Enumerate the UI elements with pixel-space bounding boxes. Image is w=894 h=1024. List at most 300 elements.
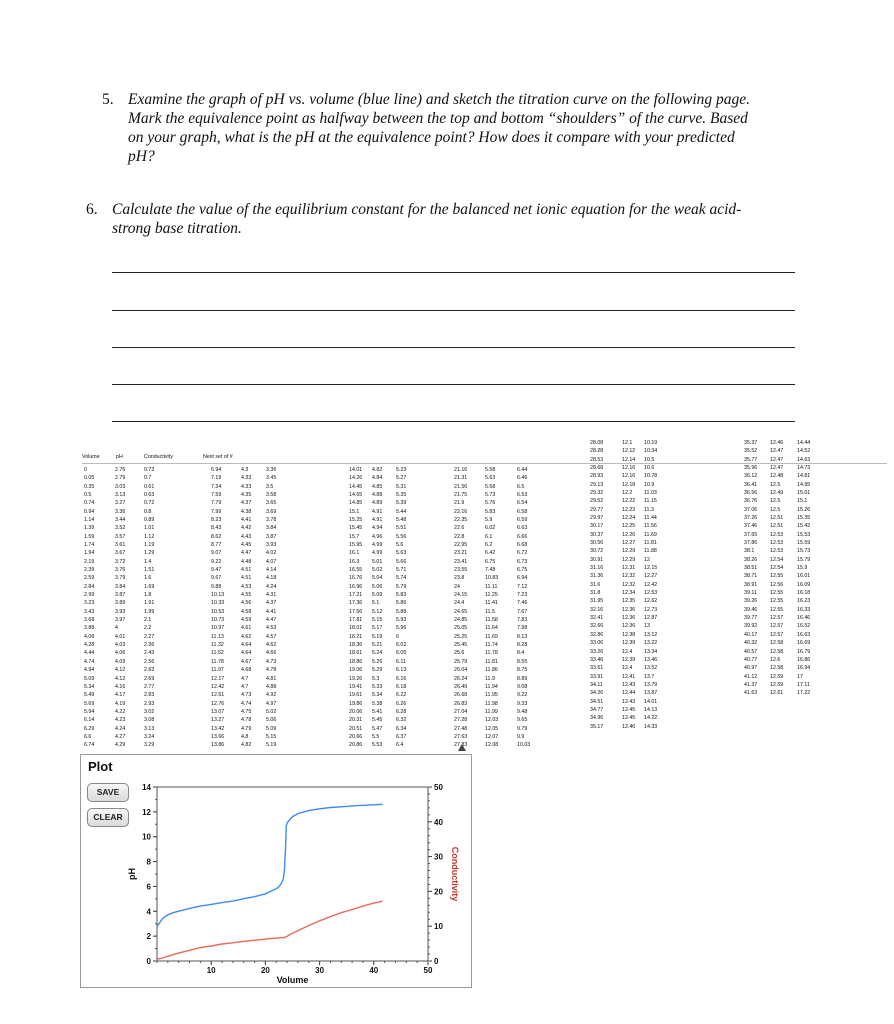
table-cell: 4.01 — [115, 633, 126, 640]
table-cell: 12.53 — [770, 531, 784, 538]
table-cell: 13.87 — [644, 690, 658, 697]
table-cell: 23.41 — [454, 558, 468, 565]
table-cell: 5.34 — [84, 683, 95, 690]
table-cell: 34.77 — [590, 706, 604, 713]
table-cell: 4.91 — [372, 508, 383, 515]
table-cell: 35.77 — [744, 456, 758, 463]
table-cell: 23.55 — [454, 567, 468, 574]
table-cell: 17.36 — [349, 600, 363, 607]
table-cell: 4.53 — [241, 583, 252, 590]
table-cell: 15.1 — [349, 508, 360, 515]
table-cell: 1.6 — [144, 575, 152, 582]
table-cell: 13.22 — [644, 640, 658, 647]
table-cell: 5.27 — [396, 475, 407, 482]
table-cell: 3.68 — [84, 617, 95, 624]
table-cell: 12.6 — [770, 656, 781, 663]
table-cell: 12.51 — [770, 515, 784, 522]
titration-chart — [81, 755, 471, 987]
table-cell: 11.69 — [485, 633, 498, 640]
table-cell: 4.33 — [241, 475, 252, 482]
table-cell: 4.88 — [266, 683, 277, 690]
table-cell: 3.52 — [115, 525, 126, 532]
table-cell: 4.16 — [115, 683, 126, 690]
table-cell: 6.74 — [84, 742, 95, 749]
table-cell: 7.19 — [211, 475, 222, 482]
y-tick-label-left: 8 — [146, 857, 151, 867]
table-cell: 39.77 — [744, 615, 758, 622]
table-cell: 6.73 — [517, 558, 528, 565]
table-cell: 0 — [84, 467, 87, 473]
table-cell: 5.86 — [396, 600, 407, 607]
table-cell: 31.6 — [590, 581, 601, 588]
table-cell: 15.59 — [797, 540, 811, 547]
table-cell: 6.5 — [517, 483, 525, 490]
header-volume: Volume — [82, 454, 100, 460]
table-cell: 7.67 — [517, 608, 528, 615]
table-cell: 6.18 — [396, 683, 407, 690]
table-cell: 13.42 — [211, 725, 225, 732]
table-cell: 6 — [396, 633, 399, 640]
table-cell: 40.17 — [744, 631, 758, 638]
table-cell: 11.86 — [485, 667, 498, 674]
table-cell: 12.53 — [644, 590, 658, 597]
table-cell: 4.66 — [266, 650, 277, 657]
table-cell: 6.94 — [211, 467, 222, 473]
table-cell: 35.17 — [590, 723, 604, 730]
table-cell: 15.95 — [349, 542, 363, 549]
table-cell: 5.02 — [372, 567, 383, 574]
table-cell: 3.65 — [266, 500, 277, 507]
table-cell: 36.12 — [744, 473, 758, 480]
table-cell: 6.66 — [517, 533, 528, 540]
table-cell: 14.52 — [797, 448, 811, 455]
table-cell: 4.35 — [241, 492, 252, 499]
table-cell: 6.42 — [485, 550, 496, 557]
table-cell: 4.24 — [115, 725, 126, 732]
table-cell: 4.94 — [84, 667, 95, 674]
table-cell: 12.49 — [770, 490, 784, 497]
table-cell: 32.86 — [590, 631, 604, 638]
table-cell: 2.59 — [84, 575, 95, 582]
table-cell: 5.06 — [266, 717, 277, 724]
table-cell: 12.24 — [622, 515, 636, 522]
y-tick-label-left: 4 — [146, 907, 151, 917]
table-cell: 2.19 — [84, 558, 95, 565]
table-cell: 12.39 — [622, 640, 636, 647]
table-cell: 21.56 — [454, 483, 468, 490]
table-cell: 38.1 — [744, 548, 755, 555]
table-cell: 30.17 — [590, 523, 604, 530]
table-cell: 14.95 — [797, 481, 811, 488]
table-cell: 12.15 — [644, 565, 658, 572]
y-tick-label-left: 12 — [142, 807, 151, 817]
table-cell: 37.86 — [744, 540, 758, 547]
table-cell: 10.34 — [644, 448, 658, 455]
table-cell: 30.37 — [590, 531, 604, 538]
table-cell: 6.26 — [396, 700, 407, 707]
table-cell: 4.64 — [241, 642, 252, 649]
table-cell: 16.18 — [797, 590, 811, 597]
table-cell: 5.69 — [84, 700, 95, 707]
table-cell: 31.36 — [590, 573, 604, 580]
table-cell: 16.3 — [349, 558, 360, 565]
table-cell: 5.76 — [485, 500, 496, 507]
table-cell: 3.87 — [266, 533, 277, 540]
table-cell: 38.91 — [744, 581, 758, 588]
table-cell: 1.14 — [84, 517, 95, 524]
y-tick-label-right: 10 — [434, 922, 443, 932]
table-cell: 12.5 — [770, 498, 781, 505]
table-cell: 3.13 — [115, 492, 126, 499]
table-cell: 3.88 — [84, 625, 95, 632]
table-cell: 13.52 — [644, 665, 658, 672]
table-cell: 4.09 — [115, 658, 126, 665]
table-cell: 9.22 — [517, 692, 528, 699]
table-cell: 3.29 — [144, 742, 155, 749]
table-cell: 28.53 — [590, 456, 604, 463]
table-cell: 26.83 — [454, 700, 468, 707]
table-cell: 20.66 — [349, 733, 363, 740]
table-cell: 1.59 — [84, 533, 95, 540]
table-cell: 15.7 — [349, 533, 360, 540]
table-cell: 11.44 — [644, 515, 657, 522]
table-cell: 4.94 — [372, 525, 383, 532]
table-cell: 3.23 — [84, 600, 95, 607]
table-cell: 14.33 — [644, 723, 658, 730]
table-cell: 32.41 — [590, 615, 604, 622]
table-cell: 34.26 — [590, 690, 604, 697]
table-cell: 4.74 — [241, 700, 252, 707]
table-cell: 2.1 — [144, 617, 152, 624]
table-cell: 4.22 — [115, 708, 126, 715]
table-cell: 5.47 — [372, 725, 383, 732]
table-cell: 9.79 — [517, 725, 528, 732]
table-cell: 4.06 — [115, 650, 126, 657]
table-cell: 11.52 — [211, 650, 224, 657]
x-tick-label: 30 — [315, 966, 325, 975]
table-cell: 32.16 — [590, 606, 604, 613]
table-cell: 15.42 — [797, 523, 811, 530]
table-cell: 6.34 — [396, 725, 407, 732]
table-cell: 12.5 — [770, 506, 781, 513]
table-cell: 16.86 — [797, 656, 811, 663]
table-cell: 4.56 — [241, 600, 252, 607]
table-cell: 4.62 — [241, 633, 252, 640]
table-cell: 12.61 — [770, 690, 784, 697]
table-cell: 4.78 — [266, 667, 277, 674]
table-cell: 6.32 — [396, 717, 407, 724]
table-cell: 5.26 — [372, 658, 383, 665]
y-tick-label-right: 40 — [434, 817, 443, 827]
table-cell: 5.15 — [266, 733, 277, 740]
table-cell: 12 — [644, 556, 650, 563]
table-cell: 3.69 — [266, 508, 277, 515]
table-cell: 11.13 — [211, 633, 224, 640]
table-cell: 16.69 — [797, 640, 811, 647]
table-cell: 12.27 — [622, 540, 636, 547]
table-cell: 4.85 — [372, 483, 383, 490]
table-cell: 22.95 — [454, 542, 468, 549]
table-cell: 20.86 — [349, 742, 363, 749]
table-cell: 3.45 — [266, 475, 277, 482]
table-cell: 37.26 — [744, 515, 758, 522]
table-cell: 12.43 — [622, 698, 636, 705]
table-cell: 4.88 — [372, 492, 383, 499]
table-cell: 5.56 — [396, 533, 407, 540]
table-cell: 12.27 — [644, 573, 658, 580]
table-cell: 5.83 — [396, 592, 407, 599]
table-cell: 12.87 — [644, 615, 658, 622]
table-cell: 11.95 — [485, 692, 498, 699]
table-cell: 24 — [454, 583, 460, 590]
table-cell: 17.22 — [797, 690, 811, 697]
table-cell: 15.73 — [797, 548, 811, 555]
table-cell: 4.82 — [372, 467, 383, 473]
table-cell: 12.32 — [622, 573, 636, 580]
table-cell: 11.74 — [485, 642, 498, 649]
table-cell: 12.51 — [770, 523, 784, 530]
table-cell: 1.29 — [144, 550, 155, 557]
table-cell: 6.14 — [84, 717, 95, 724]
table-cell: 30.72 — [590, 548, 604, 555]
x-tick-label: 20 — [260, 966, 270, 975]
table-cell: 36.56 — [744, 490, 758, 497]
table-cell: 4.51 — [241, 567, 252, 574]
table-cell: 4.19 — [115, 700, 126, 707]
table-cell: 12.48 — [770, 473, 784, 480]
table-cell: 17.81 — [349, 617, 363, 624]
table-cell: 12.29 — [622, 556, 636, 563]
table-cell: 13.79 — [644, 681, 658, 688]
table-cell: 1.69 — [144, 583, 155, 590]
table-cell: 3.84 — [115, 583, 126, 590]
table-cell: 28.93 — [590, 473, 604, 480]
plot-area — [157, 787, 428, 961]
table-cell: 4.02 — [266, 550, 277, 557]
table-cell: 25.79 — [454, 658, 468, 665]
table-cell: 3.5 — [266, 483, 274, 490]
table-cell: 12.41 — [622, 673, 636, 680]
table-cell: 4.17 — [115, 692, 126, 699]
table-cell: 5.66 — [396, 558, 407, 565]
table-cell: 11.9 — [485, 675, 495, 682]
table-cell: 5.19 — [266, 742, 277, 749]
table-cell: 5.51 — [396, 525, 407, 532]
table-cell: 12.55 — [770, 606, 784, 613]
table-cell: 3.08 — [144, 717, 155, 724]
table-cell: 4.28 — [84, 642, 95, 649]
table-cell: 28.08 — [590, 440, 604, 446]
table-cell: 4.51 — [241, 575, 252, 582]
table-cell: 7.83 — [517, 617, 528, 624]
table-cell: 6.53 — [517, 492, 528, 499]
question-5-line-4: pH? — [128, 148, 155, 165]
table-cell: 12.5 — [770, 481, 781, 488]
table-cell: 5.24 — [372, 650, 383, 657]
table-cell: 20.51 — [349, 725, 363, 732]
table-cell: 40.32 — [744, 640, 758, 647]
table-cell: 12.14 — [622, 456, 636, 463]
table-cell: 12.38 — [622, 631, 636, 638]
table-cell: 13.07 — [211, 708, 225, 715]
table-cell: 17.21 — [349, 592, 363, 599]
table-cell: 9.07 — [211, 550, 222, 557]
table-cell: 16.46 — [797, 615, 811, 622]
table-cell: 37.06 — [744, 506, 758, 513]
table-cell: 27.83 — [454, 742, 468, 749]
table-cell: 0.63 — [144, 492, 155, 499]
table-cell: 12.07 — [485, 733, 499, 740]
table-cell: 12.57 — [770, 631, 784, 638]
table-cell: 12.29 — [622, 548, 636, 555]
table-cell: 5.41 — [372, 708, 383, 715]
table-cell: 3.24 — [144, 733, 155, 740]
table-cell: 24.85 — [454, 617, 468, 624]
table-cell: 1.8 — [144, 592, 152, 599]
clear-button[interactable]: CLEAR — [87, 808, 129, 827]
table-cell: 9.88 — [211, 583, 222, 590]
table-cell: 39.46 — [744, 606, 758, 613]
table-cell: 14.45 — [349, 483, 363, 490]
table-cell: 5.94 — [84, 708, 95, 715]
table-cell: 41.12 — [744, 673, 758, 680]
table-cell: 4.14 — [266, 567, 277, 574]
table-cell: 1.74 — [84, 542, 95, 549]
y-axis-label-left: pH — [127, 868, 137, 880]
table-cell: 3.36 — [266, 467, 277, 473]
table-cell: 12.17 — [211, 675, 225, 682]
table-cell: 8.43 — [211, 525, 222, 532]
table-cell: 3.36 — [115, 508, 126, 515]
table-cell: 12.47 — [770, 465, 784, 472]
table-cell: 22.8 — [454, 533, 465, 540]
table-cell: 12.53 — [770, 548, 784, 555]
table-cell: 12.55 — [770, 573, 784, 580]
table-cell: 13.86 — [211, 742, 225, 749]
table-cell: 39.92 — [744, 623, 758, 630]
table-cell: 38.26 — [744, 556, 758, 563]
table-cell: 0.73 — [144, 467, 155, 473]
table-cell: 12.36 — [622, 615, 636, 622]
table-cell: 9.08 — [517, 683, 528, 690]
table-cell: 4.78 — [241, 717, 252, 724]
table-cell: 12.53 — [770, 540, 784, 547]
question-6-number: 6. — [86, 201, 98, 218]
table-cell: 4.38 — [241, 508, 252, 515]
table-cell: 11.78 — [485, 650, 498, 657]
table-cell: 11.69 — [644, 531, 657, 538]
save-button[interactable]: SAVE — [87, 783, 129, 802]
table-cell: 4.53 — [266, 625, 277, 632]
table-cell: 5.29 — [372, 667, 383, 674]
table-cell: 3.57 — [115, 533, 126, 540]
table-cell: 7.34 — [211, 483, 222, 490]
table-cell: 38.71 — [744, 573, 758, 580]
table-cell: 3.87 — [115, 592, 126, 599]
x-axis-label: Volume — [276, 975, 309, 985]
table-cell: 8.62 — [211, 533, 222, 540]
table-cell: 28.28 — [590, 448, 604, 455]
table-cell: 3.76 — [115, 567, 126, 574]
table-cell: 4.12 — [115, 675, 126, 682]
table-cell: 18.21 — [349, 633, 363, 640]
table-cell: 37.65 — [744, 531, 758, 538]
table-cell: 16.1 — [349, 550, 360, 557]
table-cell: 4.99 — [372, 550, 383, 557]
table-cell: 5.33 — [372, 683, 383, 690]
table-cell: 24.65 — [454, 608, 468, 615]
table-cell: 20.06 — [349, 708, 363, 715]
table-cell: 6.11 — [396, 658, 406, 665]
table-cell: 11.11 — [485, 583, 498, 590]
table-cell: 4.27 — [115, 733, 126, 740]
table-cell: 4.96 — [372, 533, 383, 540]
table-cell: 4.84 — [372, 475, 383, 482]
table-cell: 0.74 — [84, 500, 95, 507]
table-cell: 4.89 — [372, 500, 383, 507]
table-cell: 12.31 — [622, 565, 636, 572]
table-cell: 6.59 — [517, 517, 528, 524]
header-conductivity: Conductivity — [144, 454, 173, 460]
table-cell: 12.16 — [622, 473, 636, 480]
table-cell: 16.55 — [349, 567, 363, 574]
table-cell: 3.27 — [115, 500, 126, 507]
table-cell: 12.56 — [770, 581, 784, 588]
table-cell: 12.39 — [622, 656, 636, 663]
table-cell: 4.62 — [266, 642, 277, 649]
table-cell: 16.33 — [797, 606, 811, 613]
table-cell: 1.51 — [144, 567, 155, 574]
table-cell: 5.09 — [84, 675, 95, 682]
table-cell: 25.25 — [454, 633, 468, 640]
table-cell: 14.01 — [349, 467, 363, 473]
table-cell: 7.79 — [211, 500, 222, 507]
table-cell: 5.15 — [372, 617, 383, 624]
table-cell: 5.79 — [396, 583, 407, 590]
table-cell: 14.73 — [797, 465, 811, 472]
table-cell: 9.33 — [517, 700, 528, 707]
y-tick-label-right: 20 — [434, 887, 443, 897]
table-cell: 5.83 — [485, 508, 496, 515]
table-cell: 12.62 — [644, 598, 658, 605]
y-tick-label-left: 14 — [142, 783, 151, 792]
table-cell: 4.45 — [241, 542, 252, 549]
table-cell: 12.43 — [622, 681, 636, 688]
table-cell: 9.67 — [211, 575, 222, 582]
table-cell: 5.68 — [485, 483, 496, 490]
table-cell: 6.94 — [517, 575, 528, 582]
table-cell: 6.02 — [485, 525, 496, 532]
table-cell: 12.18 — [622, 481, 636, 488]
table-cell: 14.01 — [644, 698, 658, 705]
table-cell: 12.46 — [622, 723, 636, 730]
table-cell: 2.63 — [144, 667, 155, 674]
table-cell: 17.11 — [797, 681, 810, 688]
table-cell: 2.56 — [144, 658, 155, 665]
table-cell: 11.64 — [485, 625, 498, 632]
table-cell: 1.99 — [144, 608, 155, 615]
table-cell: 4.73 — [266, 658, 277, 665]
table-cell: 4.58 — [241, 608, 252, 615]
table-cell: 12.46 — [770, 440, 784, 446]
table-cell: 31.8 — [590, 590, 601, 597]
table-cell: 7.48 — [485, 567, 496, 574]
table-cell: 9.65 — [517, 717, 528, 724]
table-cell: 39.26 — [744, 598, 758, 605]
table-cell: 22.35 — [454, 517, 468, 524]
table-cell: 5.1 — [372, 600, 380, 607]
table-cell: 28.68 — [590, 465, 604, 472]
